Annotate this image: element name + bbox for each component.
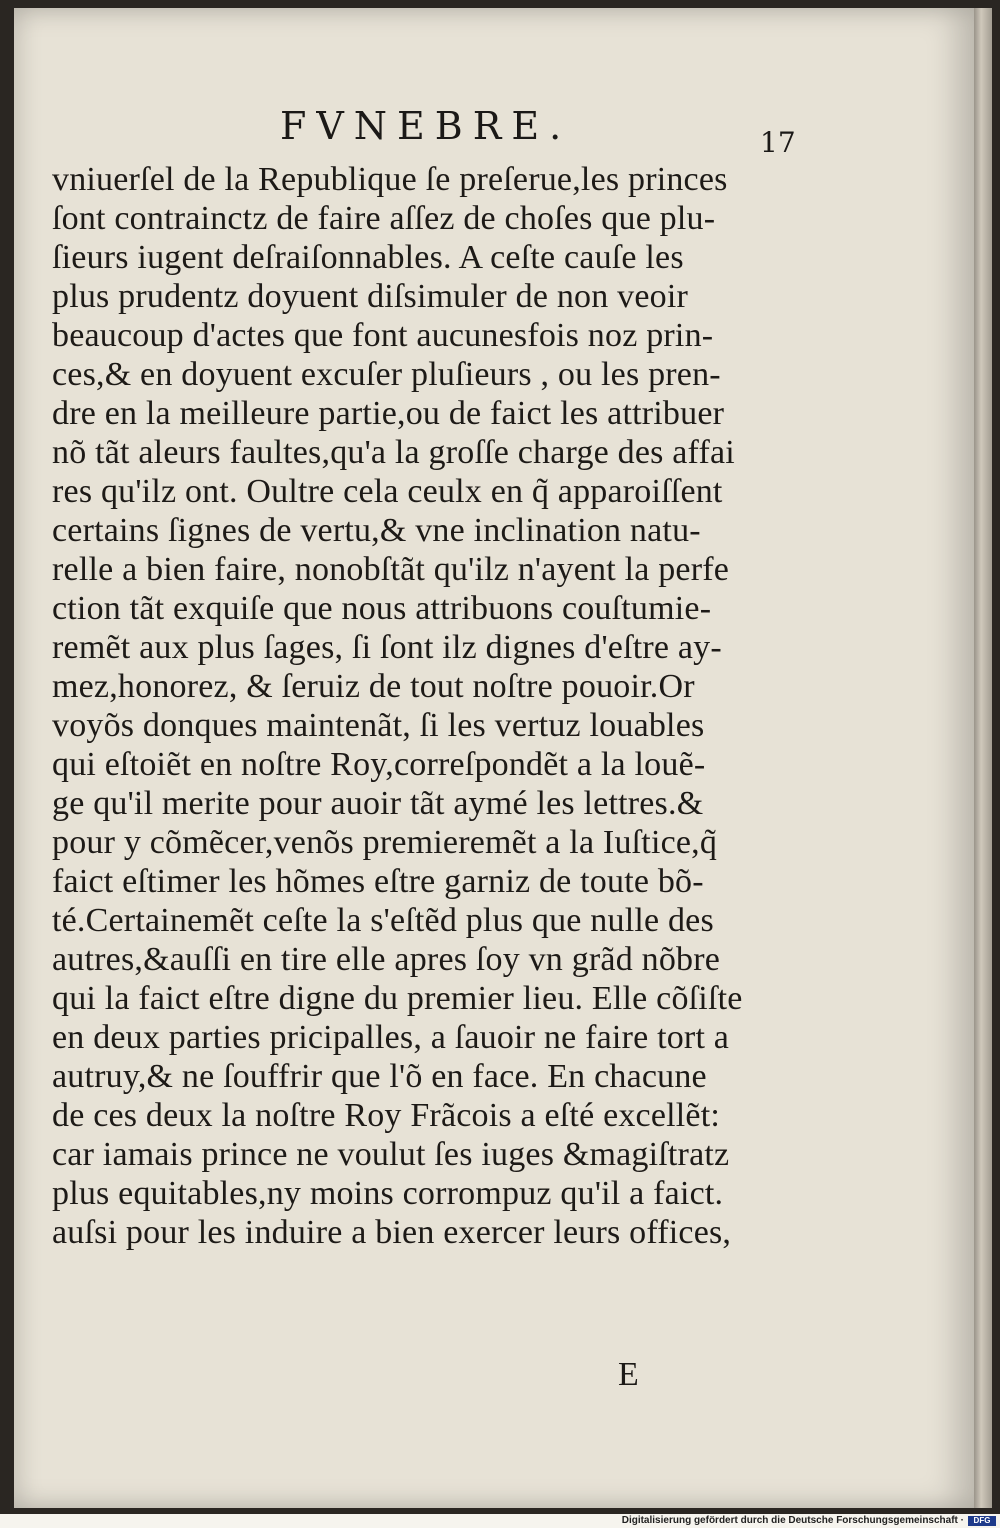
dfg-logo: DFG xyxy=(968,1516,996,1526)
text-line: autruy,& ne ſouffrir que l'õ en face. En chacune xyxy=(52,1058,707,1095)
text-line: qui la faict eſtre digne du premier lieu. Elle cõſiſte xyxy=(52,980,743,1017)
signature-mark: E xyxy=(618,1356,639,1393)
text-line: ces,& en doyuent excuſer pluſieurs , ou les pren- xyxy=(52,356,721,393)
page-header xyxy=(280,104,800,159)
page-number: 17 xyxy=(760,126,796,159)
text-line: pour y cõmẽcer,venõs premieremẽt a la Iuſtice,q̃ xyxy=(52,824,718,861)
text-line: beaucoup d'actes que font aucunesfois noz prin- xyxy=(52,317,714,354)
text-line: car iamais prince ne voulut ſes iuges &magiſtratz xyxy=(52,1136,730,1173)
text-line: relle a bien faire, nonobſtãt qu'ilz n'ayent la perfe xyxy=(52,551,730,588)
text-line: plus prudentz doyuent diſsimuler de non veoir xyxy=(52,278,688,315)
page-edge xyxy=(974,8,992,1508)
text-line: voyõs donques maintenãt, ſi les vertuz louables xyxy=(52,707,705,744)
body-text xyxy=(52,160,782,1252)
text-line: mez,honorez, & ſeruiz de tout noſtre pouoir.Or xyxy=(52,668,695,705)
digitization-footer xyxy=(0,1514,1000,1528)
text-line: autres,&auſſi en tire elle apres ſoy vn grãd nõbre xyxy=(52,941,721,978)
running-title: FVNEBRE. xyxy=(280,104,572,148)
funding-credit: Digitalisierung gefördert durch die Deutsche Forschungsgemeinschaft · xyxy=(621,1515,964,1526)
text-line: ction tãt exquiſe que nous attribuons couſtumie- xyxy=(52,590,712,627)
text-line: nõ tãt aleurs faultes,qu'a la groſſe charge des affai xyxy=(52,434,735,471)
text-line: res qu'ilz ont. Oultre cela ceulx en q̃ apparoiſſent xyxy=(52,473,723,510)
text-line: en deux parties pricipalles, a ſauoir ne faire tort a xyxy=(52,1019,730,1056)
text-line: remẽt aux plus ſages, ſi ſont ilz dignes d'eſtre ay- xyxy=(52,629,722,666)
text-line: plus equitables,ny moins corrompuz qu'il a faict. xyxy=(52,1175,724,1212)
text-line: faict eſtimer les hõmes eſtre garniz de toute bõ- xyxy=(52,863,704,900)
text-line: qui eſtoiẽt en noſtre Roy,correſpondẽt a la louẽ- xyxy=(52,746,706,783)
text-line: auſsi pour les induire a bien exercer leurs offices, xyxy=(52,1214,732,1251)
text-line: vniuerſel de la Republique ſe preſerue,les princes xyxy=(52,161,728,198)
text-line: ge qu'il merite pour auoir tãt aymé les lettres.& xyxy=(52,785,704,822)
text-line: ſieurs iugent deſraiſonnables. A ceſte cauſe les xyxy=(52,239,684,276)
text-line: ſont contrainctz de faire aſſez de choſes que plu- xyxy=(52,200,716,237)
text-line: té.Certainemẽt ceſte la s'eſtẽd plus que nulle des xyxy=(52,902,714,939)
text-line: dre en la meilleure partie,ou de faict les attribuer xyxy=(52,395,725,432)
text-line: certains ſignes de vertu,& vne inclination natu- xyxy=(52,512,701,549)
text-line: de ces deux la noſtre Roy Frãcois a eſté excellẽt: xyxy=(52,1097,721,1134)
